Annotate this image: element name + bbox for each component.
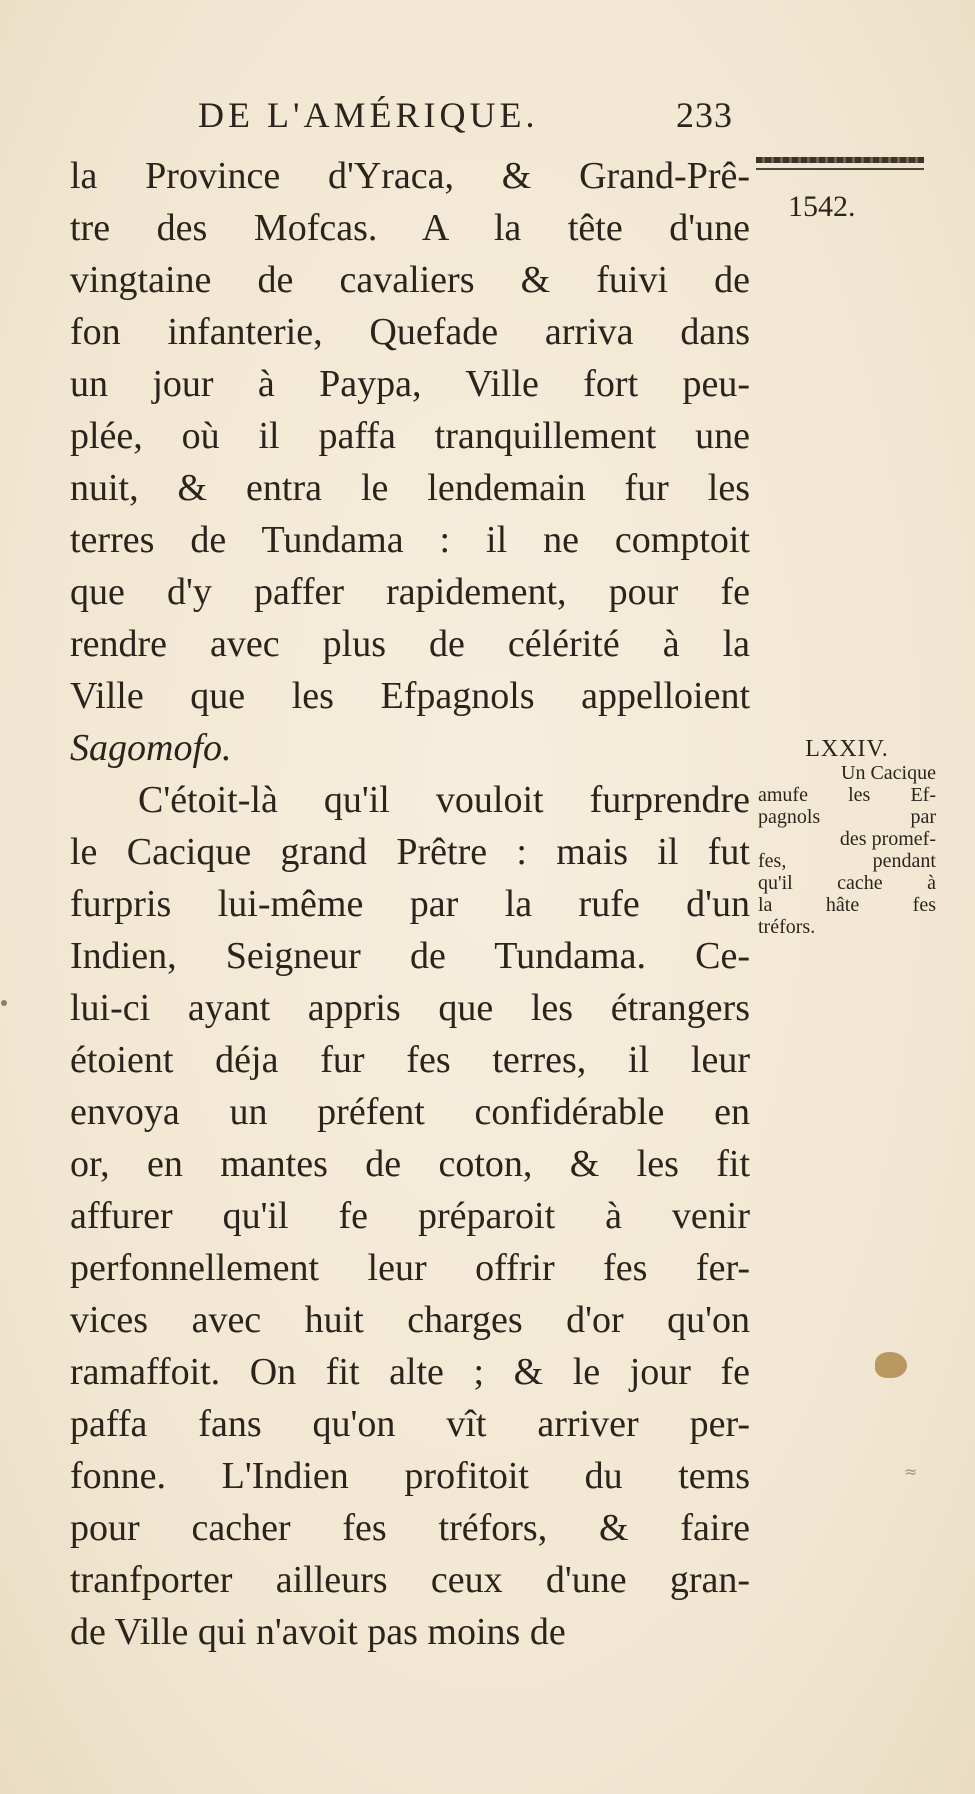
text-line: terres de Tundama : il ne comptoit <box>70 519 750 561</box>
text-line: or, en mantes de coton, & les fit <box>70 1143 750 1185</box>
margin-note-line: tréfors. <box>758 916 816 938</box>
margin-note <box>758 738 936 938</box>
rule-line <box>756 168 924 170</box>
ornamental-rule <box>756 157 924 163</box>
text-line: vingtaine de cavaliers & fuivi de <box>70 259 750 301</box>
margin-note-heading: LXXIV. <box>805 736 889 762</box>
ink-stain <box>875 1352 907 1378</box>
margin-note-line: fes, pendant <box>758 850 936 872</box>
text-line: perfonnellement leur offrir fes fer- <box>70 1247 750 1289</box>
text-line: ramaffoit. On fit alte ; & le jour fe <box>70 1351 750 1393</box>
margin-note-line: Un Cacique <box>841 762 936 784</box>
text-line: plée, où il paffa tranquillement une <box>70 415 750 457</box>
text-line: paffa fans qu'on vît arriver per- <box>70 1403 750 1445</box>
text-line: affurer qu'il fe préparoit à venir <box>70 1195 750 1237</box>
main-text-block <box>70 150 750 1658</box>
running-header <box>198 94 758 144</box>
text-line: de Ville qui n'avoit pas moins de <box>70 1611 566 1653</box>
text-line: lui-ci ayant appris que les étrangers <box>70 987 750 1029</box>
text-line: tre des Mofcas. A la tête d'une <box>70 207 750 249</box>
text-line: pour cacher fes tréfors, & faire <box>70 1507 750 1549</box>
text-line: Indien, Seigneur de Tundama. Ce- <box>70 935 750 977</box>
margin-note-line: des promef- <box>839 828 936 850</box>
text-line: vices avec huit charges d'or qu'on <box>70 1299 750 1341</box>
paper-smudge: ≈ <box>904 1462 918 1481</box>
text-line: fon infanterie, Quefade arriva dans <box>70 311 750 353</box>
margin-note-line: amufe les Ef- <box>758 784 936 806</box>
paragraph-start: C'étoit-là qu'il vouloit furprendre <box>138 779 750 821</box>
text-line: furpris lui-même par la rufe d'un <box>70 883 750 925</box>
text-line: étoient déja fur fes terres, il leur <box>70 1039 750 1081</box>
text-line: nuit, & entra le lendemain fur les <box>70 467 750 509</box>
text-line: envoya un préfent confidérable en <box>70 1091 750 1133</box>
text-line: rendre avec plus de célérité à la <box>70 623 750 665</box>
margin-note-line: la hâte fes <box>758 894 936 916</box>
margin-year: 1542. <box>788 190 856 223</box>
running-title: DE L'AMÉRIQUE. <box>198 95 539 135</box>
text-line: fonne. L'Indien profitoit du tems <box>70 1455 750 1497</box>
text-line: un jour à Paypa, Ville fort peu- <box>70 363 750 405</box>
page-number: 233 <box>676 95 733 135</box>
text-line: tranfporter ailleurs ceux d'une gran- <box>70 1559 750 1601</box>
text-line: la Province d'Yraca, & Grand-Prê- <box>70 155 750 197</box>
text-line: que d'y paffer rapidement, pour fe <box>70 571 750 613</box>
text-line: le Cacique grand Prêtre : mais il fut <box>70 831 750 873</box>
text-line: Ville que les Efpagnols appelloient <box>70 675 750 717</box>
text-line-italic: Sagomofo. <box>70 727 232 769</box>
paper-speck <box>1 1000 7 1006</box>
margin-note-line: qu'il cache à <box>758 872 936 894</box>
margin-note-line: pagnols par <box>758 806 936 828</box>
